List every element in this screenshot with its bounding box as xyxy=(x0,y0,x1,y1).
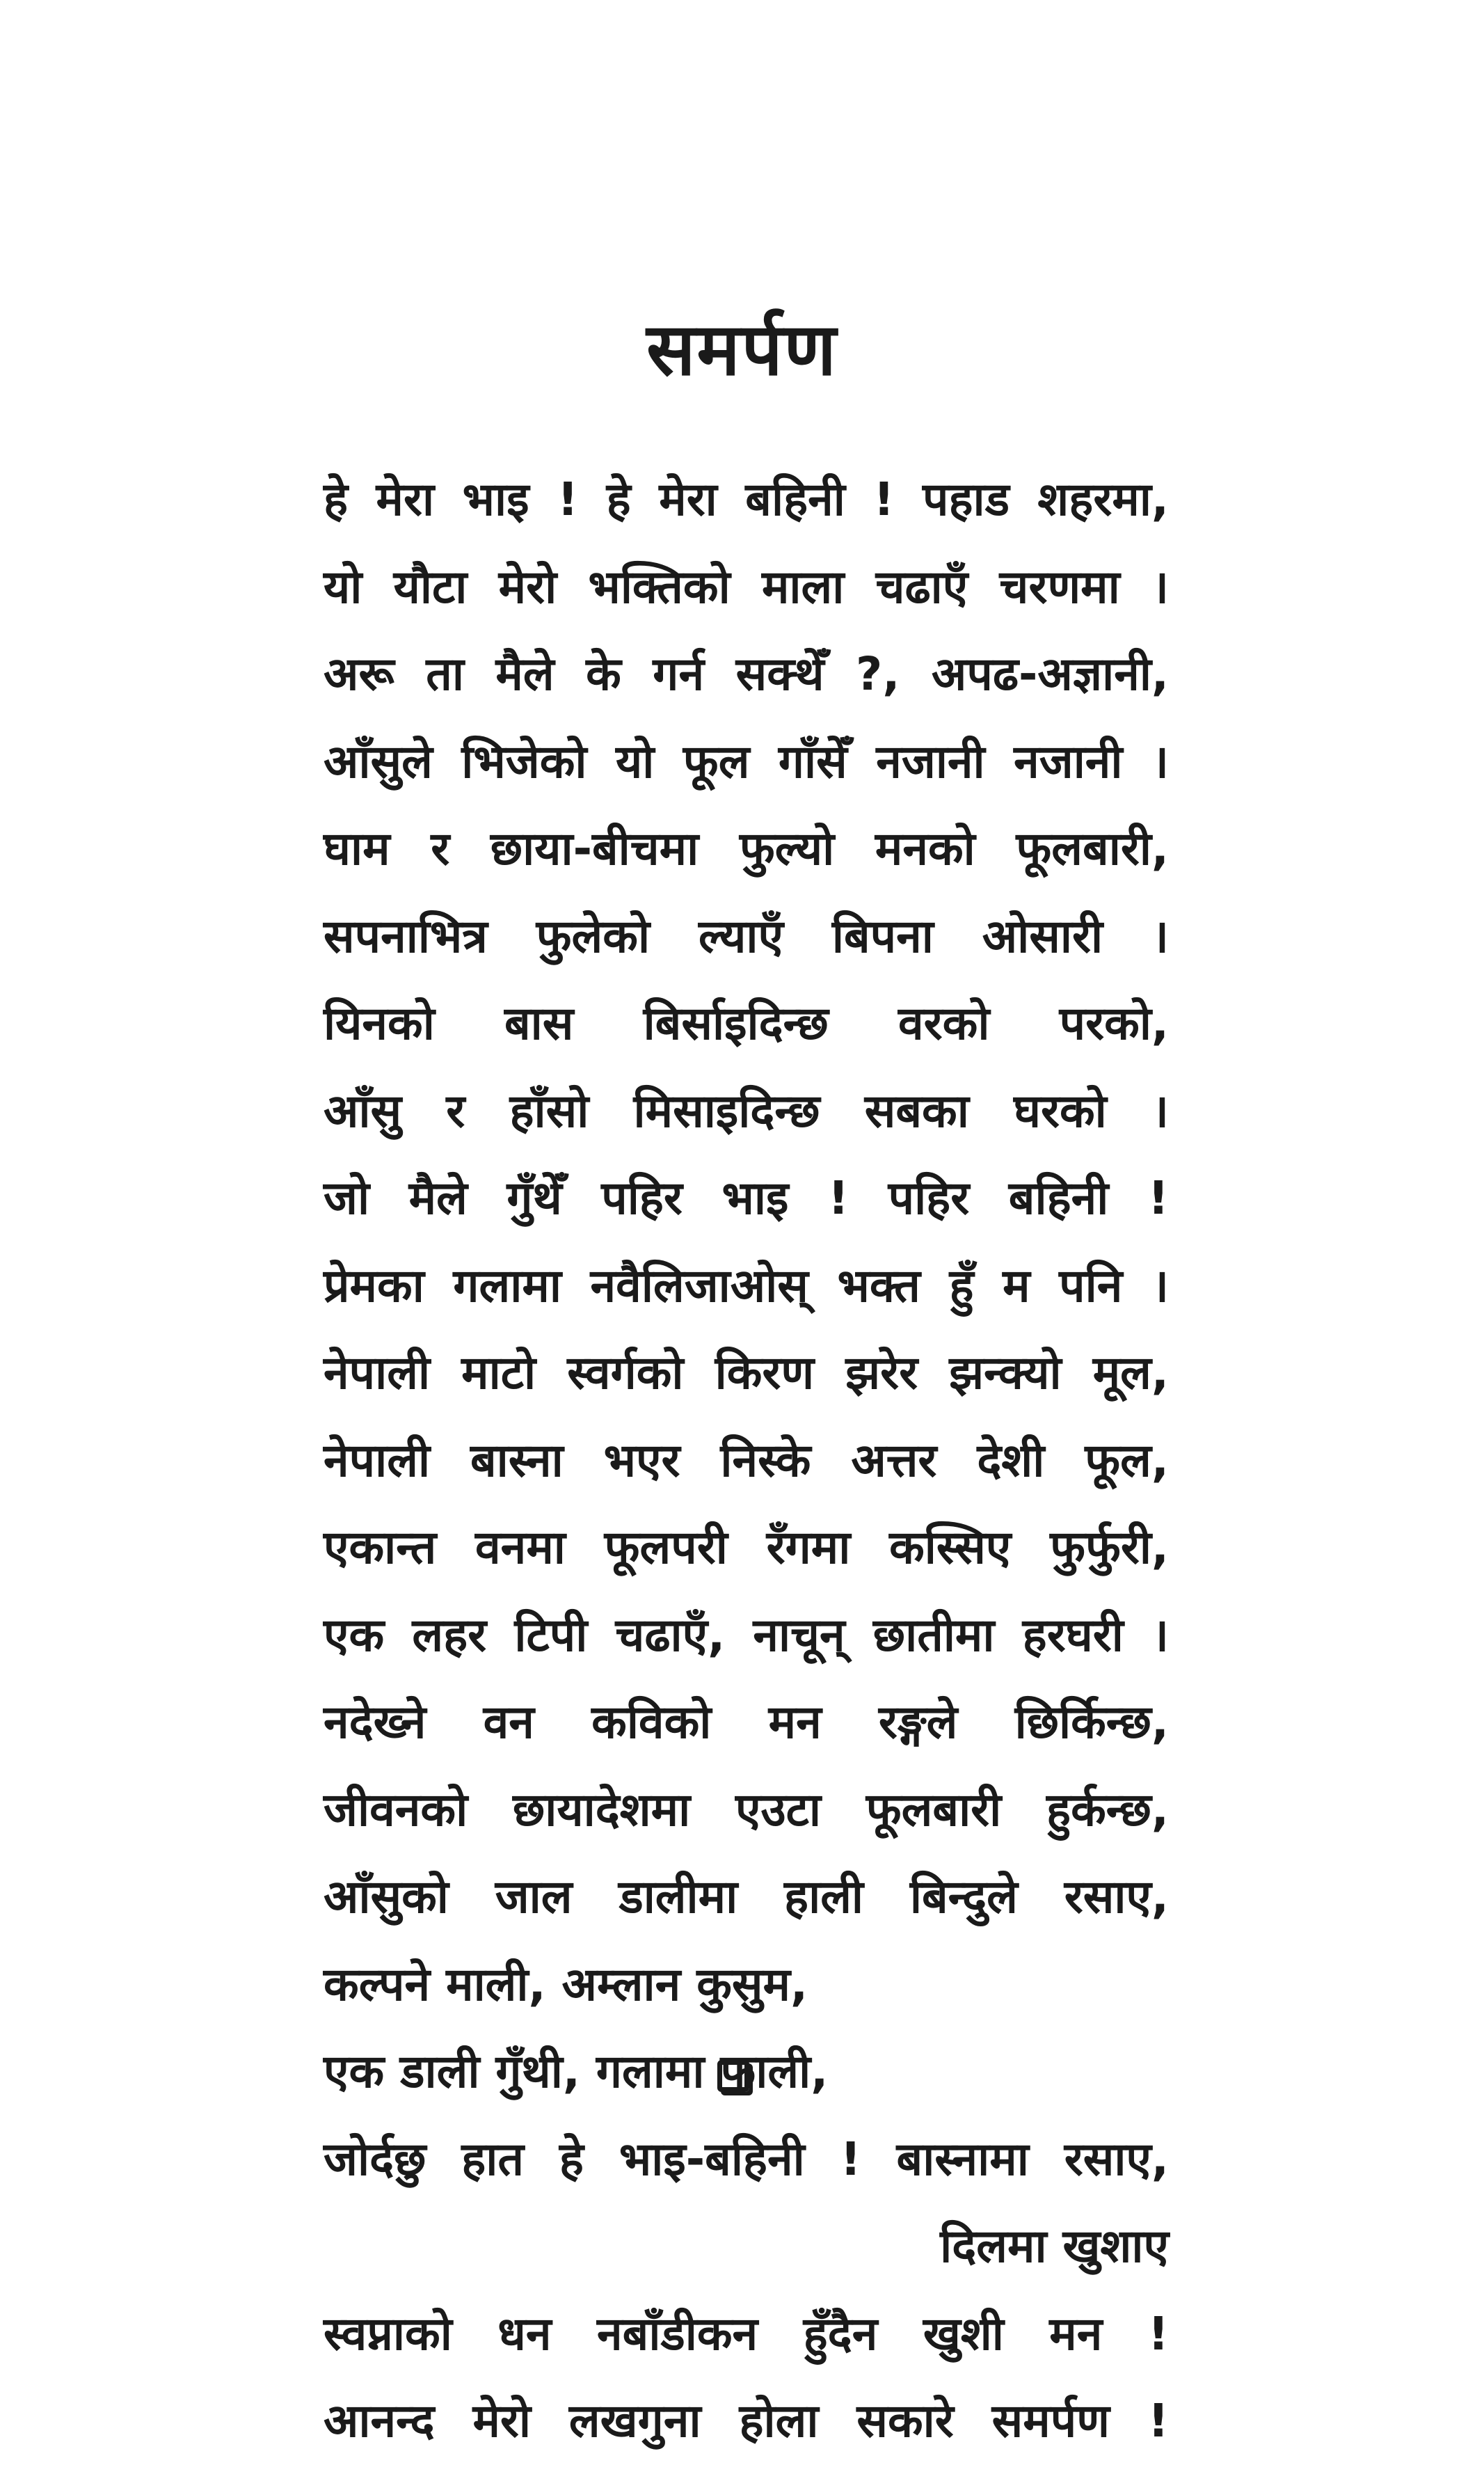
poem-line: आँसुले भिजेको यो फूल गाँसेँ नजानी नजानी । xyxy=(324,734,1169,788)
poem-line: आनन्द मेरो लखगुना होला सकारे समर्पण ! xyxy=(324,2394,1169,2448)
poem-line: नेपाली माटो स्वर्गको किरण झरेर झन्क्यो मूल, xyxy=(324,1346,1169,1400)
poem-line: एक लहर टिपी चढाएँ, नाचून् छातीमा हरघरी । xyxy=(324,1608,1169,1662)
poem-line: आँसु र हाँसो मिसाइदिन्छ सबका घरको । xyxy=(324,1084,1169,1138)
poem-line: आँसुको जाल डालीमा हाली बिन्दुले रसाए, xyxy=(324,1870,1169,1924)
poem-line: जोर्दछु हात हे भाइ-बहिनी ! बास्नामा रसाए, xyxy=(324,2132,1169,2186)
poem-line: नेपाली बास्ना भएर निस्के अत्तर देशी फूल, xyxy=(324,1433,1169,1487)
poem-line: यिनको बास बिर्साइदिन्छ वरको परको, xyxy=(324,997,1169,1050)
poem-line: हे मेरा भाइ ! हे मेरा बहिनी ! पहाड शहरमा, xyxy=(324,473,1169,526)
poem-line: सपनाभित्र फुलेको ल्याएँ बिपना ओसारी । xyxy=(324,909,1169,963)
poem-line: कल्पने माली, अम्लान कुसुम, xyxy=(324,1957,808,2011)
poem-line: प्रेमका गलामा नवैलिजाओस् भक्त हुँ म पनि । xyxy=(324,1258,1169,1313)
poem-body xyxy=(324,456,1169,2465)
poem-line: नदेख्ने वन कविको मन रङ्गले छिर्किन्छ, xyxy=(324,1695,1169,1749)
poem-line: घाम र छाया-बीचमा फुल्यो मनको फूलबारी, xyxy=(324,822,1169,875)
poem-line: स्वप्नाको धन नबाँडीकन हुँदैन खुशी मन ! xyxy=(324,2306,1169,2361)
poem-line-indented: दिलमा खुशाए xyxy=(940,2219,1169,2273)
poem-line: अरू ता मैले के गर्न सक्थेँ ?, अपढ-अज्ञानी, xyxy=(324,647,1169,701)
page-title: समर्पण xyxy=(646,307,838,392)
end-square-icon xyxy=(717,2060,749,2092)
poem-line: यो यौटा मेरो भक्तिको माला चढाएँ चरणमा । xyxy=(324,560,1169,614)
poem-line: जीवनको छायादेशमा एउटा फूलबारी हुर्कन्छ, xyxy=(324,1782,1169,1837)
poem-line: एकान्त वनमा फूलपरी रँगमा कस्सिए फुर्फुरी, xyxy=(324,1521,1169,1574)
poem-line: एक डाली गुँथी, गलामा फाली, xyxy=(324,2045,829,2098)
poem-line: जो मैले गुँथेँ पहिर भाइ ! पहिर बहिनी ! xyxy=(324,1171,1169,1225)
